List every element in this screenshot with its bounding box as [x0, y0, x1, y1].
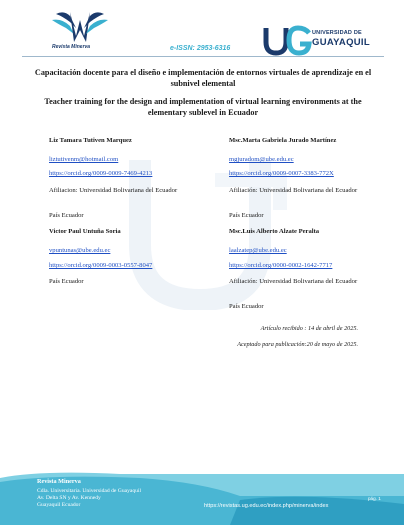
author-country: País Ecuador [49, 278, 84, 285]
author-email[interactable]: liztutivenm@hotmail.com [49, 156, 119, 163]
author-name: Msc.Luis Alberto Alzate Peralta [229, 228, 320, 235]
author-email[interactable]: laalzatep@ube.edu.ec [229, 247, 287, 254]
footer-line1: Cdla. Universitaria. Universidad de Guayaquil [37, 488, 142, 494]
author-name: Victor Paul Untuña Soria [49, 228, 121, 235]
author-orcid[interactable]: https://orcid.org/0009-0003-0557-8047 [49, 262, 153, 269]
author-orcid[interactable]: https://orcid.org/0000-0002-1642-7717 [229, 262, 333, 269]
footer-url-link[interactable]: https://revistas.ug.edu.ec/index.php/minerva/index [204, 503, 329, 509]
footer-title: Revista Minerva [37, 478, 81, 485]
author-country: País Ecuador [49, 212, 84, 219]
header-divider [22, 56, 384, 57]
author-name: Msc.Marta Gabriela Jurado Martínez [229, 137, 337, 144]
title-english: Teacher training for the design and implementation of virtual learning environments at the elementary sublevel in Ecuador [44, 97, 362, 117]
page-number: pág. 1 [368, 496, 381, 501]
author-affiliation: Afiliación: Universidad Bolivariana del Ecuador [229, 278, 358, 285]
author-email[interactable]: vpuntunas@ube.edu.ec [49, 247, 111, 254]
author-orcid[interactable]: https://orcid.org/0009-0009-7469-4213 [49, 170, 153, 177]
footer-line2: Av. Delta SN y Av. Kennedy [37, 495, 101, 501]
author-orcid[interactable]: https://orcid.org/0009-0007-3383-772X [229, 170, 334, 177]
university-line2: GUAYAQUIL [312, 37, 370, 48]
university-line1: UNIVERSIDAD DE [312, 30, 362, 36]
journal-caption: Revista Minerva [52, 44, 91, 50]
footer-line3: Guayaquil Ecuador [37, 502, 81, 508]
author-country: País Ecuador [229, 303, 264, 310]
author-affiliation: Afiliación: Universidad Bolivariana del Ecuador [229, 187, 358, 194]
title-spanish: Capacitación docente para el diseño e implementación de entornos virtuales de aprendizaje en el subnivel elemental [34, 68, 372, 88]
author-affiliation: Afiliacion: Universidad Bolivariana del Ecuador [49, 187, 178, 194]
issn: e-ISSN: 2953-6316 [170, 45, 231, 52]
accepted-date: Aceptado para publicación:20 de mayo de 2025. [237, 341, 358, 348]
author-email[interactable]: mgjuradom@ube.edu.ec [229, 156, 294, 163]
author-country: País Ecuador [229, 212, 264, 219]
author-name: Liz Tamara Tutiven Marquez [49, 137, 132, 144]
footer-contact [37, 478, 141, 509]
received-date: Artículo recibido : 14 de abril de 2025. [260, 325, 358, 332]
